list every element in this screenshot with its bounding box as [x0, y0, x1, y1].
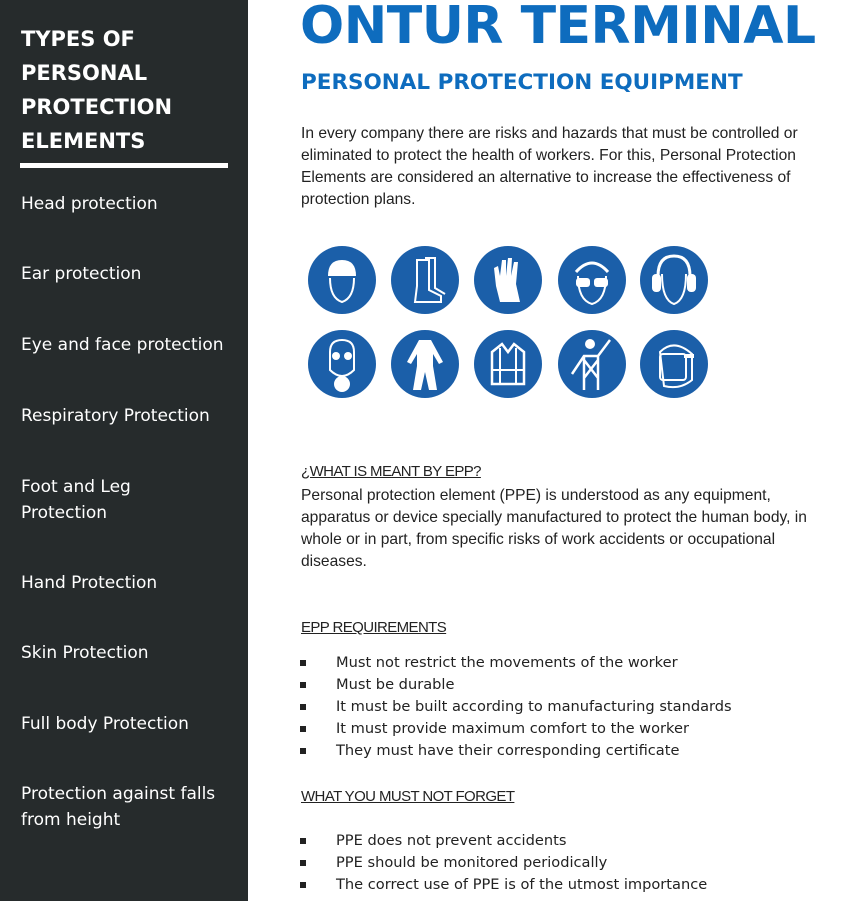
intro-text: In every company there are risks and hazards that must be controlled or eliminated to protect the health of workers. For this, Personal Protection Elements are considered an alternative to increase the effectiveness of protection plans.: [301, 125, 798, 208]
bullet-icon: [300, 748, 306, 754]
list-item: [300, 852, 707, 874]
list-item: [300, 652, 732, 674]
sidebar-divider: [20, 163, 228, 168]
list-item-text: Must not restrict the movements of the worker: [336, 654, 678, 671]
list-item-text: Must be durable: [336, 676, 455, 693]
list-item: [300, 874, 707, 896]
sidebar-item-full-body[interactable]: Full body Protection: [21, 714, 189, 734]
helmet-icon: [308, 246, 376, 314]
bullet-icon: [300, 838, 306, 844]
epp-definition-text: Personal protection element (PPE) is understood as any equipment, apparatus or device specially manufactured to protect the human body, in whole or in part, from specific risks of work accidents or occupational diseases.: [301, 487, 807, 570]
section-heading-must-not-forget: WHAT YOU MUST NOT FORGET: [301, 788, 515, 805]
list-item-text: PPE should be monitored periodically: [336, 854, 608, 871]
bullet-icon: [300, 860, 306, 866]
sidebar: [0, 0, 248, 901]
harness-icon: [558, 330, 626, 398]
section-heading-what-is-epp: ¿WHAT IS MEANT BY EPP?: [301, 463, 481, 480]
forget-list: [300, 830, 707, 896]
gloves-icon: [474, 246, 542, 314]
sidebar-item-ear[interactable]: Ear protection: [21, 264, 142, 284]
bullet-icon: [300, 660, 306, 666]
bullet-icon: [300, 704, 306, 710]
list-item-text: The correct use of PPE is of the utmost importance: [336, 876, 708, 893]
bullet-icon: [300, 882, 306, 888]
section-heading-requirements: EPP REQUIREMENTS: [301, 619, 447, 636]
sidebar-item-hand[interactable]: Hand Protection: [21, 573, 158, 593]
ear-muffs-icon: [640, 246, 708, 314]
list-item: [300, 696, 732, 718]
list-item: [300, 718, 732, 740]
list-item: [300, 674, 732, 696]
requirements-list: [300, 652, 732, 762]
sidebar-item-head[interactable]: Head protection: [21, 194, 158, 214]
sidebar-item-skin[interactable]: Skin Protection: [21, 643, 149, 663]
vest-icon: [474, 330, 542, 398]
boots-icon: [391, 246, 459, 314]
bullet-icon: [300, 682, 306, 688]
respirator-icon: [308, 330, 376, 398]
ppe-icons-grid: [302, 238, 716, 398]
goggles-icon: [558, 246, 626, 314]
sidebar-item-foot-leg[interactable]: Foot and Leg Protection: [21, 477, 131, 523]
page-title: ONTUR TERMINAL: [300, 0, 816, 56]
list-item-text: They must have their corresponding certificate: [336, 742, 680, 759]
list-item: [300, 740, 732, 762]
face-shield-icon: [640, 330, 708, 398]
sidebar-title: TYPES OF PERSONAL PROTECTION ELEMENTS: [21, 27, 173, 153]
list-item-text: PPE does not prevent accidents: [336, 832, 567, 849]
sidebar-item-eye-face[interactable]: Eye and face protection: [21, 335, 224, 355]
page-subtitle: PERSONAL PROTECTION EQUIPMENT: [301, 70, 743, 95]
sidebar-item-falls[interactable]: Protection against falls from height: [21, 784, 216, 830]
list-item-text: It must provide maximum comfort to the worker: [336, 720, 689, 737]
list-item: [300, 830, 707, 852]
coverall-icon: [391, 330, 459, 398]
sidebar-item-respiratory[interactable]: Respiratory Protection: [21, 406, 210, 426]
list-item-text: It must be built according to manufacturing standards: [336, 698, 732, 715]
bullet-icon: [300, 726, 306, 732]
